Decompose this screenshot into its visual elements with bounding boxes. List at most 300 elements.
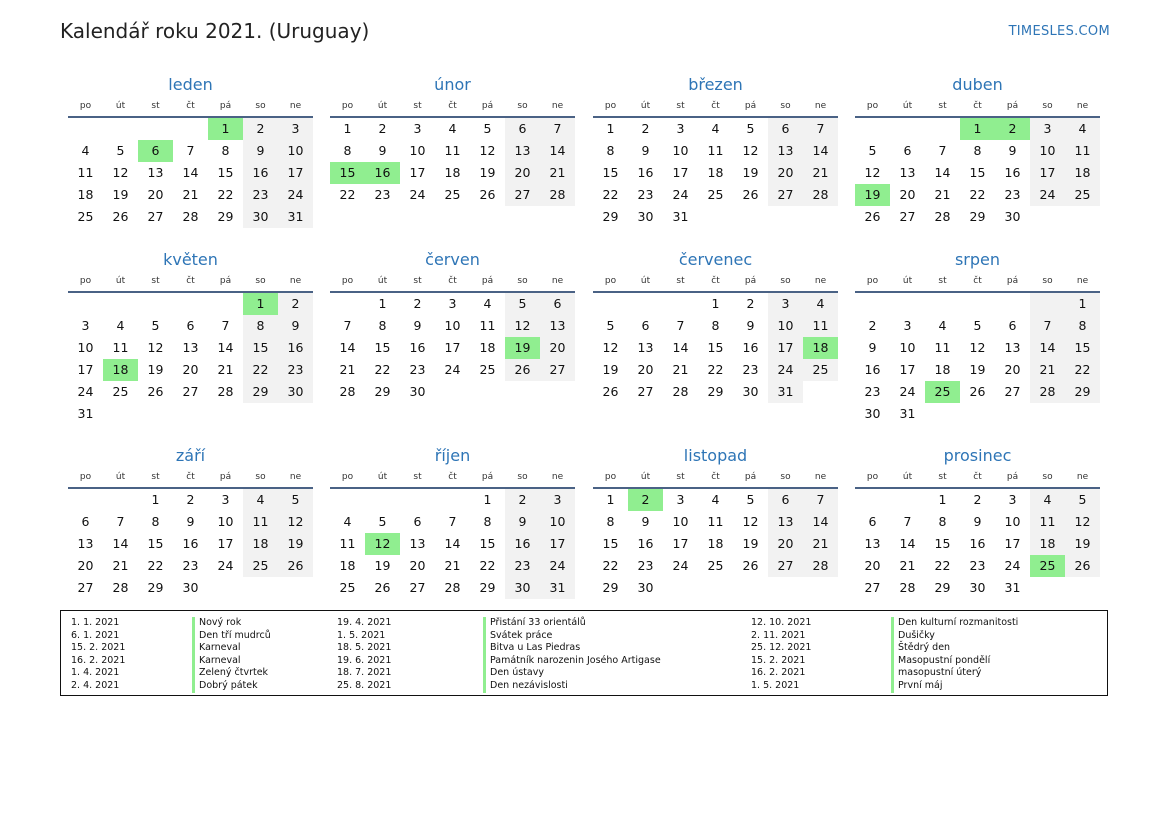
week-row — [330, 315, 575, 337]
day-cell: 19 — [742, 536, 759, 551]
weekday-label: ne — [289, 276, 302, 286]
holiday-names-column — [192, 617, 271, 693]
day-cell: 19 — [1065, 533, 1100, 555]
month-9 — [68, 445, 313, 599]
holiday-date: 6. 1. 2021 — [71, 629, 120, 641]
week-row — [855, 140, 1100, 162]
day-cell: 10 — [444, 318, 461, 333]
day-cell: 23 — [637, 558, 654, 573]
day-cell: 23 — [182, 558, 199, 573]
day-cell: 5 — [278, 489, 313, 511]
week-row — [68, 381, 313, 403]
day-cell: 5 — [1065, 489, 1100, 511]
empty-cell — [138, 403, 173, 425]
day-cell: 17 — [1004, 536, 1021, 551]
holiday-dates-column — [751, 617, 811, 693]
day-cell: 6 — [186, 318, 195, 333]
week-row — [68, 293, 313, 315]
day-cell: 17 — [444, 340, 461, 355]
week-row — [855, 315, 1100, 337]
day-cell: 11 — [77, 165, 94, 180]
week-row — [855, 206, 1100, 228]
month-name: červenec — [678, 250, 753, 269]
day-cell: 12 — [479, 143, 496, 158]
day-cell: 24 — [1004, 558, 1021, 573]
empty-cell — [803, 577, 838, 599]
holiday-date: 2. 11. 2021 — [751, 629, 806, 641]
week-row — [855, 403, 1100, 425]
weekday-label: ne — [814, 276, 827, 286]
empty-cell — [208, 577, 243, 599]
day-cell: 26 — [374, 580, 391, 595]
holiday-dates-column — [337, 617, 391, 693]
weekday-label: st — [938, 101, 947, 111]
holiday-date: 1. 5. 2021 — [337, 629, 386, 641]
day-cell: 13 — [1004, 340, 1021, 355]
day-cell: 19 — [742, 165, 759, 180]
week-row — [855, 489, 1100, 511]
month-name: květen — [163, 250, 218, 269]
day-cell: 15 — [147, 536, 164, 551]
day-cell: 22 — [1065, 359, 1100, 381]
day-cell: 30 — [278, 381, 313, 403]
day-cell: 20 — [768, 162, 803, 184]
day-cell: 22 — [602, 187, 619, 202]
weekday-label: út — [902, 276, 913, 286]
day-cell: 11 — [1065, 140, 1100, 162]
day-cell: 20 — [1004, 362, 1021, 377]
weekday-label: st — [676, 472, 685, 482]
day-cell: 6 — [903, 143, 912, 158]
day-cell: 25 — [1065, 184, 1100, 206]
day-cell: 12 — [505, 315, 540, 337]
day-cell: 5 — [505, 293, 540, 315]
day-cell: 12 — [365, 533, 400, 555]
day-cell: 4 — [448, 121, 457, 136]
day-cell: 22 — [479, 558, 496, 573]
week-row — [68, 337, 313, 359]
day-cell: 3 — [676, 492, 685, 507]
day-cell: 24 — [540, 555, 575, 577]
day-cell: 9 — [973, 514, 982, 529]
day-cell: 10 — [278, 140, 313, 162]
day-cell: 9 — [641, 514, 650, 529]
weekday-header — [330, 98, 575, 118]
day-cell: 14 — [182, 165, 199, 180]
weekday-header — [68, 273, 313, 293]
day-cell: 9 — [243, 140, 278, 162]
day-cell: 12 — [742, 143, 759, 158]
day-cell: 21 — [540, 162, 575, 184]
day-cell: 4 — [81, 143, 90, 158]
empty-cell — [768, 206, 803, 228]
day-cell: 16 — [278, 337, 313, 359]
day-cell: 20 — [182, 362, 199, 377]
empty-cell — [1065, 206, 1100, 228]
weekday-label: pá — [219, 472, 232, 482]
empty-cell — [995, 293, 1030, 315]
day-cell: 22 — [217, 187, 234, 202]
month-11 — [593, 445, 838, 599]
day-cell: 8 — [343, 143, 352, 158]
day-cell: 29 — [1065, 381, 1100, 403]
day-cell: 20 — [147, 187, 164, 202]
day-cell: 17 — [1030, 162, 1065, 184]
day-cell: 21 — [112, 558, 129, 573]
empty-cell — [1065, 403, 1100, 425]
weekday-label: út — [115, 472, 126, 482]
weekday-label: čt — [973, 101, 982, 111]
day-cell: 27 — [147, 209, 164, 224]
day-cell: 8 — [711, 318, 720, 333]
empty-cell — [540, 381, 575, 403]
empty-cell — [1030, 293, 1065, 315]
day-cell: 8 — [606, 143, 615, 158]
holiday-date: 1. 1. 2021 — [71, 617, 120, 628]
day-cell: 26 — [147, 384, 164, 399]
weekday-label: čt — [186, 101, 195, 111]
weekday-label: po — [604, 276, 617, 286]
day-cell: 31 — [672, 209, 689, 224]
day-cell: 24 — [77, 384, 94, 399]
day-cell: 5 — [868, 143, 877, 158]
day-cell: 13 — [77, 536, 94, 551]
empty-cell — [103, 118, 138, 140]
day-cell: 30 — [742, 384, 759, 399]
day-cell: 17 — [278, 162, 313, 184]
weekday-label: so — [780, 276, 791, 286]
day-cell: 17 — [217, 536, 234, 551]
holiday-name: Den kulturní rozmanitosti — [891, 617, 1018, 630]
week-row — [68, 489, 313, 511]
holiday-date: 16. 2. 2021 — [751, 667, 806, 679]
empty-cell — [995, 403, 1030, 425]
day-cell: 5 — [973, 318, 982, 333]
week-row — [68, 140, 313, 162]
weekday-label: pá — [1006, 472, 1019, 482]
weekday-label: čt — [186, 472, 195, 482]
day-cell: 19 — [479, 165, 496, 180]
empty-cell — [103, 489, 138, 511]
day-cell: 30 — [505, 577, 540, 599]
empty-cell — [173, 403, 208, 425]
week-row — [593, 315, 838, 337]
day-cell: 25 — [112, 384, 129, 399]
day-cell: 25 — [1030, 555, 1065, 577]
day-cell: 24 — [444, 362, 461, 377]
day-cell: 13 — [540, 315, 575, 337]
day-cell: 17 — [409, 165, 426, 180]
empty-cell — [103, 293, 138, 315]
day-cell: 6 — [868, 514, 877, 529]
week-row — [68, 118, 313, 140]
day-cell: 15 — [602, 536, 619, 551]
empty-cell — [628, 293, 663, 315]
day-cell: 26 — [864, 209, 881, 224]
weekday-label: pá — [219, 276, 232, 286]
weekday-label: so — [1042, 101, 1053, 111]
day-cell: 26 — [479, 187, 496, 202]
day-cell: 2 — [186, 492, 195, 507]
holiday-date: 19. 6. 2021 — [337, 654, 392, 666]
weekday-label: ne — [1076, 472, 1089, 482]
weekday-label: út — [640, 472, 651, 482]
day-cell: 3 — [1008, 492, 1017, 507]
weekday-label: po — [866, 472, 879, 482]
month-name: srpen — [954, 250, 1001, 269]
day-cell: 13 — [899, 165, 916, 180]
day-cell: 13 — [147, 165, 164, 180]
day-cell: 12 — [278, 511, 313, 533]
day-cell: 25 — [339, 580, 356, 595]
day-cell: 15 — [374, 340, 391, 355]
weekday-label: čt — [448, 472, 457, 482]
day-cell: 14 — [899, 536, 916, 551]
weekday-label: pá — [219, 101, 232, 111]
day-cell: 18 — [1030, 533, 1065, 555]
day-cell: 10 — [899, 340, 916, 355]
day-cell: 8 — [606, 514, 615, 529]
day-cell: 20 — [77, 558, 94, 573]
empty-cell — [855, 293, 890, 315]
holiday-date: 1. 5. 2021 — [751, 679, 800, 691]
day-cell: 19 — [278, 533, 313, 555]
day-cell: 4 — [803, 293, 838, 315]
day-cell: 22 — [934, 558, 951, 573]
weekday-label: út — [377, 472, 388, 482]
holiday-name: Nový rok — [192, 617, 271, 630]
day-cell: 4 — [343, 514, 352, 529]
weekday-label: st — [413, 276, 422, 286]
day-cell: 10 — [409, 143, 426, 158]
day-cell: 19 — [112, 187, 129, 202]
day-cell: 5 — [116, 143, 125, 158]
holiday-name: Masopustní pondělí — [891, 655, 1018, 668]
weekday-label: so — [780, 472, 791, 482]
day-cell: 9 — [641, 143, 650, 158]
day-cell: 26 — [112, 209, 129, 224]
weekday-header — [855, 469, 1100, 489]
week-row — [330, 184, 575, 206]
day-cell: 25 — [77, 209, 94, 224]
week-row — [68, 206, 313, 228]
month-name: listopad — [683, 446, 748, 465]
day-cell: 13 — [768, 140, 803, 162]
day-cell: 4 — [711, 492, 720, 507]
day-cell: 4 — [243, 489, 278, 511]
day-cell: 20 — [768, 533, 803, 555]
empty-cell — [698, 206, 733, 228]
month-10 — [330, 445, 575, 599]
week-row — [593, 489, 838, 511]
day-cell: 5 — [151, 318, 160, 333]
day-cell: 25 — [707, 187, 724, 202]
day-cell: 30 — [1004, 209, 1021, 224]
empty-cell — [733, 577, 768, 599]
day-cell: 23 — [278, 359, 313, 381]
holiday-date: 18. 7. 2021 — [337, 667, 392, 679]
empty-cell — [365, 489, 400, 511]
day-cell: 10 — [540, 511, 575, 533]
day-cell: 16 — [243, 162, 278, 184]
weekday-label: so — [255, 101, 266, 111]
months-grid — [68, 74, 1102, 604]
day-cell: 1 — [606, 121, 615, 136]
week-row — [855, 511, 1100, 533]
day-cell: 2 — [746, 296, 755, 311]
day-cell: 3 — [221, 492, 230, 507]
day-cell: 10 — [1004, 514, 1021, 529]
day-cell: 11 — [444, 143, 461, 158]
day-cell: 27 — [637, 384, 654, 399]
day-cell: 2 — [413, 296, 422, 311]
day-cell: 24 — [672, 187, 689, 202]
empty-cell — [138, 293, 173, 315]
day-cell: 7 — [221, 318, 230, 333]
day-cell: 17 — [77, 362, 94, 377]
day-cell: 21 — [899, 558, 916, 573]
day-cell: 23 — [637, 187, 654, 202]
week-row — [330, 533, 575, 555]
week-row — [593, 577, 838, 599]
day-cell: 21 — [672, 362, 689, 377]
day-cell: 6 — [768, 118, 803, 140]
month-name: prosinec — [943, 446, 1012, 465]
day-cell: 15 — [602, 165, 619, 180]
day-cell: 13 — [182, 340, 199, 355]
weekday-label: čt — [973, 276, 982, 286]
holiday-name: Karneval — [192, 655, 271, 668]
day-cell: 22 — [147, 558, 164, 573]
week-row — [593, 381, 838, 403]
weekday-label: út — [640, 101, 651, 111]
day-cell: 18 — [1065, 162, 1100, 184]
day-cell: 16 — [182, 536, 199, 551]
day-cell: 25 — [925, 381, 960, 403]
day-cell: 3 — [768, 293, 803, 315]
week-row — [68, 184, 313, 206]
weekday-label: st — [413, 472, 422, 482]
day-cell: 20 — [864, 558, 881, 573]
empty-cell — [925, 118, 960, 140]
day-cell: 12 — [864, 165, 881, 180]
holiday-name: První máj — [891, 680, 1018, 693]
day-cell: 1 — [151, 492, 160, 507]
brand-link[interactable]: TIMESLES.COM — [1008, 24, 1110, 39]
day-cell: 24 — [768, 359, 803, 381]
holiday-dates-column — [71, 617, 125, 693]
holiday-list — [60, 610, 1108, 696]
day-cell: 27 — [77, 580, 94, 595]
day-cell: 8 — [378, 318, 387, 333]
day-cell: 9 — [505, 511, 540, 533]
day-cell: 28 — [1030, 381, 1065, 403]
weekday-label: pá — [744, 472, 757, 482]
day-cell: 3 — [278, 118, 313, 140]
day-cell: 22 — [243, 359, 278, 381]
day-cell: 14 — [672, 340, 689, 355]
day-cell: 15 — [243, 337, 278, 359]
day-cell: 1 — [938, 492, 947, 507]
day-cell: 26 — [969, 384, 986, 399]
weekday-label: čt — [973, 472, 982, 482]
day-cell: 30 — [969, 580, 986, 595]
day-cell: 31 — [1004, 580, 1021, 595]
empty-cell — [803, 381, 838, 403]
day-cell: 11 — [707, 143, 724, 158]
day-cell: 28 — [112, 580, 129, 595]
holiday-date: 16. 2. 2021 — [71, 654, 126, 666]
holiday-name: Dušičky — [891, 630, 1018, 643]
weekday-label: so — [517, 101, 528, 111]
empty-cell — [1030, 206, 1065, 228]
weekday-label: čt — [711, 101, 720, 111]
empty-cell — [173, 118, 208, 140]
day-cell: 4 — [711, 121, 720, 136]
day-cell: 3 — [676, 121, 685, 136]
day-cell: 18 — [243, 533, 278, 555]
day-cell: 18 — [339, 558, 356, 573]
weekday-label: ne — [814, 101, 827, 111]
day-cell: 8 — [1065, 315, 1100, 337]
day-cell: 7 — [676, 318, 685, 333]
day-cell: 17 — [672, 536, 689, 551]
weekday-header — [855, 98, 1100, 118]
week-row — [330, 162, 575, 184]
month-1 — [68, 74, 313, 228]
day-cell: 16 — [1004, 165, 1021, 180]
day-cell: 6 — [540, 293, 575, 315]
empty-cell — [890, 489, 925, 511]
empty-cell — [330, 489, 365, 511]
weekday-label: pá — [481, 101, 494, 111]
day-cell: 21 — [934, 187, 951, 202]
day-cell: 9 — [868, 340, 877, 355]
week-row — [593, 293, 838, 315]
day-cell: 2 — [868, 318, 877, 333]
day-cell: 16 — [864, 362, 881, 377]
weekday-label: ne — [289, 101, 302, 111]
empty-cell — [803, 206, 838, 228]
day-cell: 13 — [637, 340, 654, 355]
day-cell: 10 — [1030, 140, 1065, 162]
day-cell: 28 — [540, 184, 575, 206]
week-row — [68, 511, 313, 533]
day-cell: 8 — [243, 315, 278, 337]
weekday-label: so — [517, 472, 528, 482]
day-cell: 2 — [505, 489, 540, 511]
weekday-header — [68, 98, 313, 118]
day-cell: 22 — [374, 362, 391, 377]
weekday-label: po — [604, 472, 617, 482]
day-cell: 18 — [444, 165, 461, 180]
weekday-label: čt — [448, 101, 457, 111]
day-cell: 17 — [540, 533, 575, 555]
day-cell: 7 — [803, 489, 838, 511]
day-cell: 7 — [938, 143, 947, 158]
day-cell: 28 — [803, 184, 838, 206]
day-cell: 19 — [147, 362, 164, 377]
day-cell: 11 — [1030, 511, 1065, 533]
weekday-label: so — [255, 276, 266, 286]
weekday-label: ne — [551, 276, 564, 286]
day-cell: 28 — [182, 209, 199, 224]
day-cell: 20 — [540, 337, 575, 359]
empty-cell — [208, 293, 243, 315]
day-cell: 4 — [116, 318, 125, 333]
day-cell: 11 — [707, 514, 724, 529]
day-cell: 6 — [1008, 318, 1017, 333]
